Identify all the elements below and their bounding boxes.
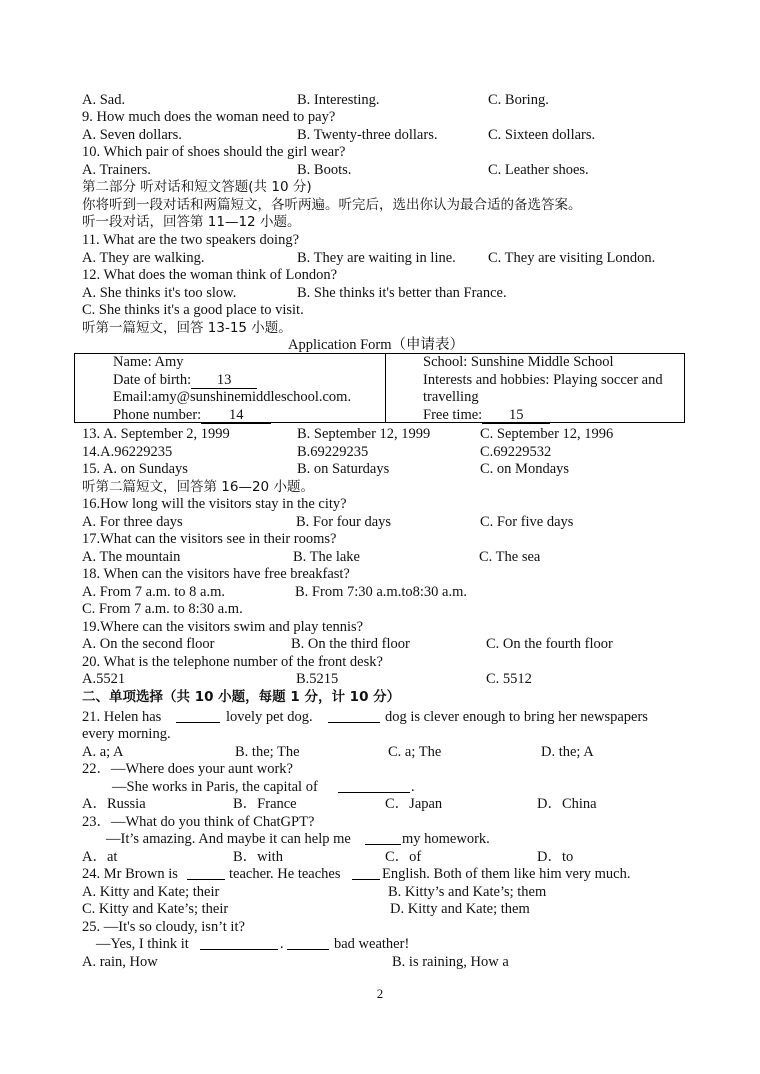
form-phone: Phone number: 14 xyxy=(113,407,271,425)
q24-options-ab: A. Kitty and Kate; their B. Kitty’s and Kate’s; them xyxy=(82,884,547,900)
form-email: Email:amy@sunshinemiddleschool.com. xyxy=(113,389,352,405)
passage2-intro: 听第二篇短文，回答第 16—20 小题。 xyxy=(82,479,314,495)
form-interests-1: Interests and hobbies: Playing soccer and xyxy=(423,371,663,388)
q21-options: A. a; A B. the; The C. a; The D. the; A xyxy=(82,744,594,760)
q8-options xyxy=(0,91,760,109)
q25-line2: —Yes, I think it . bad weather! xyxy=(96,936,410,952)
q20-options: A.5521 B.5215 C. 5512 xyxy=(82,671,532,687)
section2-heading: 二、单项选择（共 10 小题，每题 1 分，计 10 分） xyxy=(82,689,401,705)
q12-option-c: C. She thinks it's a good place to visit. xyxy=(82,302,304,318)
q21-question: 21. Helen has lovely pet dog. dog is clever enough to bring her newspapers xyxy=(82,709,648,725)
q18-options: A. From 7 a.m. to 8 a.m. B. From 7:30 a.m.to8:30 a.m. xyxy=(82,584,467,600)
q10-options: A. Trainers. B. Boots. C. Leather shoes. xyxy=(82,162,589,178)
q15-options: 15. A. on Sundays B. on Saturdays C. on Mondays xyxy=(82,461,570,477)
q9-options: A. Seven dollars. B. Twenty-three dollars. C. Sixteen dollars. xyxy=(82,127,596,143)
q23-blank xyxy=(365,844,401,845)
q13-options: 13. A. September 2, 1999 B. September 12, 1999 C. September 12, 1996 xyxy=(82,426,614,442)
q25-blank-1 xyxy=(200,949,278,950)
q17-options: A. The mountain B. The lake C. The sea xyxy=(82,549,541,565)
q22-question: 22．—Where does your aunt work? xyxy=(82,761,293,777)
q22-line2: —She works in Paris, the capital of . xyxy=(112,779,415,795)
q12-options: A. She thinks it's too slow. B. She thinks it's better than France. xyxy=(82,285,507,301)
q11-question: 11. What are the two speakers doing? xyxy=(82,232,300,248)
q16-options: A. For three days B. For four days C. For five days xyxy=(82,514,574,530)
page-number: 2 xyxy=(376,986,384,1001)
q20-question: 20. What is the telephone number of the front desk? xyxy=(82,654,383,670)
q12-question: 12. What does the woman think of London? xyxy=(82,267,338,283)
q17-question: 17.What can the visitors see in their rooms? xyxy=(82,531,337,547)
q18-option-c: C. From 7 a.m. to 8:30 a.m. xyxy=(82,601,243,617)
q24-options-cd: C. Kitty and Kate’s; their D. Kitty and Kate; them xyxy=(82,901,530,917)
blank-14: 14 xyxy=(201,408,271,424)
form-interests-2: travelling xyxy=(423,389,479,405)
form-name: Name: Amy xyxy=(113,354,184,370)
q21-continued: every morning. xyxy=(82,726,171,742)
q9-question: 9. How much does the woman need to pay? xyxy=(82,109,336,125)
part2-heading: 第二部分 听对话和短文答题(共 10 分) xyxy=(82,179,312,195)
q16-question: 16.How long will the visitors stay in the city? xyxy=(82,496,347,512)
q11-options: A. They are walking. B. They are waiting in line. C. They are visiting London. xyxy=(82,250,656,266)
q8-option-b: B. Interesting. xyxy=(297,92,380,108)
q22-options: A．Russia B．France C．Japan D．China xyxy=(82,796,597,812)
q25-question: 25. —It's so cloudy, isn’t it? xyxy=(82,919,245,935)
q24-question: 24. Mr Brown is teacher. He teaches English. Both of them like him very much. xyxy=(82,866,631,882)
passage1-intro: 听第一篇短文，回答 13-15 小题。 xyxy=(82,320,292,336)
q8-option-c: C. Boring. xyxy=(488,92,549,108)
form-freetime: Free time: 15 xyxy=(423,407,550,425)
q25-blank-2 xyxy=(287,949,329,950)
q24-blank-2 xyxy=(352,879,380,880)
q25-options: A. rain, How B. is raining, How a xyxy=(82,954,509,970)
q14-options: 14.A.96229235 B.69229235 C.69229532 xyxy=(82,444,552,460)
q21-blank-2 xyxy=(328,722,380,723)
q21-blank-1 xyxy=(176,722,220,723)
q10-question: 10. Which pair of shoes should the girl wear? xyxy=(82,144,346,160)
part2-instruction: 你将听到一段对话和两篇短文，各听两遍。听完后，选出你认为最合适的备选答案。 xyxy=(82,197,582,213)
form-title-line xyxy=(0,336,760,354)
form-school: School: Sunshine Middle School xyxy=(423,354,614,370)
q18-question: 18. When can the visitors have free breakfast? xyxy=(82,566,350,582)
form-title: Application Form（申请表） xyxy=(288,337,465,353)
q23-question: 23．—What do you think of ChatGPT? xyxy=(82,814,315,830)
q8-option-a: A. Sad. xyxy=(82,92,126,108)
form-dob: Date of birth: 13 xyxy=(113,372,257,390)
dialogue-intro: 听一段对话，回答第 11—12 小题。 xyxy=(82,214,301,230)
q24-blank-1 xyxy=(187,879,225,880)
blank-13: 13 xyxy=(191,373,257,389)
q23-line2: —It’s amazing. And maybe it can help me my homework. xyxy=(106,831,490,847)
blank-15: 15 xyxy=(482,408,550,424)
table-divider xyxy=(385,354,386,422)
q22-blank xyxy=(338,792,410,793)
q19-options: A. On the second floor B. On the third floor C. On the fourth floor xyxy=(82,636,613,652)
application-form-table xyxy=(74,353,685,423)
q23-options: A．at B．with C．of D．to xyxy=(82,849,574,865)
q19-question: 19.Where can the visitors swim and play tennis? xyxy=(82,619,364,635)
